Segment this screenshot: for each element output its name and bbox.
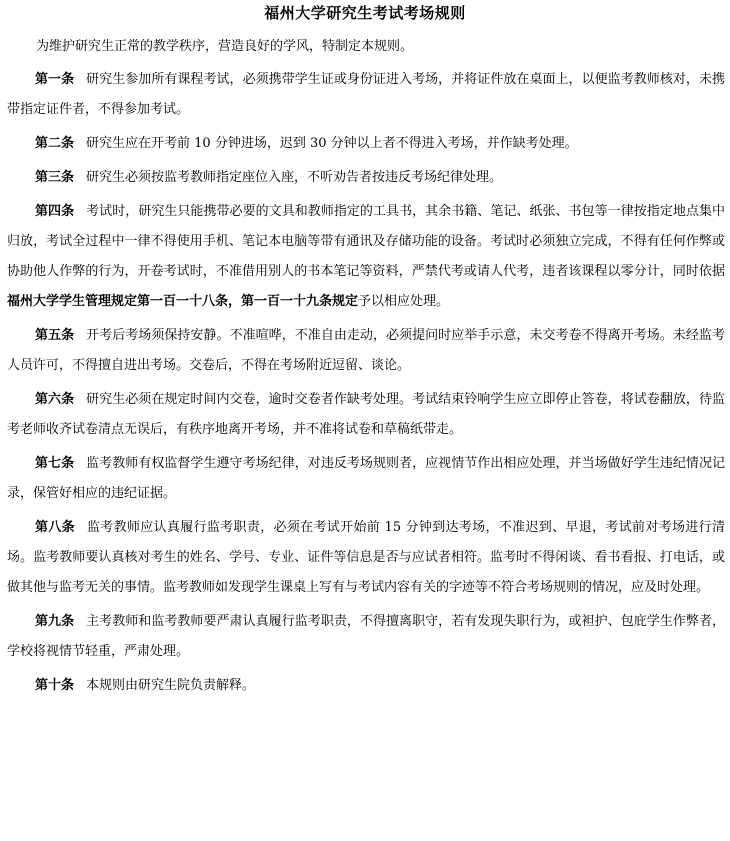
article-label: 第四条 [35,204,75,219]
article-text: 主考教师和监考教师要严肃认真履行监考职责，不得擅离职守，若有发现失职行为，或袒护、包庇学生作弊者，学校将视情节轻重，严肃处理。 [7,614,725,659]
article-label: 第一条 [35,72,75,87]
article-label: 第十条 [35,678,75,693]
article-10 [7,671,725,701]
article-7 [7,449,725,509]
article-emphasis: 福州大学学生管理规定第一百一十八条，第一百一十九条规定 [7,294,359,309]
article-label: 第八条 [35,520,75,535]
article-1 [7,65,725,125]
article-text: 研究生必须按监考教师指定座位入座，不听劝告者按违反考场纪律处理。 [86,170,503,185]
article-2 [7,129,725,159]
article-5 [7,321,725,381]
article-9 [7,607,725,667]
article-label: 第二条 [35,136,75,151]
article-label: 第九条 [35,614,75,629]
article-8 [7,513,725,603]
article-text: 研究生参加所有课程考试，必须携带学生证或身份证进入考场，并将证件放在桌面上，以便监考教师核对，未携带指定证件者，不得参加考试。 [7,72,725,117]
article-label: 第三条 [35,170,75,185]
article-text: 研究生应在开考前 10 分钟进场，迟到 30 分钟以上者不得进入考场，并作缺考处理。 [86,136,578,151]
article-text: 监考教师有权监督学生遵守考场纪律，对违反考场规则者，应视情节作出相应处理，并当场做好学生违纪情况记录，保管好相应的违纪证据。 [7,456,725,501]
article-list [7,65,725,705]
document-intro: 为维护研究生正常的教学秩序，营造良好的学风，特制定本规则。 [36,39,414,54]
document-title: 福州大学研究生考试考场规则 [264,4,466,22]
article-label: 第七条 [35,456,75,471]
article-label: 第六条 [35,392,75,407]
article-text: 监考教师应认真履行监考职责，必须在考试开始前 15 分钟到达考场，不准迟到、早退，考试前对考场进行清场。监考教师要认真核对考生的姓名、学号、专业、证件等信息是否与应试者相符。监考时不得闲谈、看书看报、打电话，或做其他与监考无关的事情。监考教师如发现学生课桌上写有与考试内容有关的字迹等不符合考场规则的情况，应及时处理。 [7,520,725,595]
article-text: 研究生必须在规定时间内交卷，逾时交卷者作缺考处理。考试结束铃响学生应立即停止答卷，将试卷翻放，待监考老师收齐试卷清点无误后，有秩序地离开考场，并不准将试卷和草稿纸带走。 [7,392,725,437]
article-6 [7,385,725,445]
article-text: 开考后考场须保持安静。不准喧哗，不准自由走动，必须提问时应举手示意，未交考卷不得离开考场。未经监考人员许可，不得擅自进出考场。交卷后，不得在考场附近逗留、谈论。 [7,328,725,373]
article-4 [7,197,725,317]
article-3 [7,163,725,193]
article-text: 考试时，研究生只能携带必要的文具和教师指定的工具书，其余书籍、笔记、纸张、书包等一律按指定地点集中归放，考试全过程中一律不得使用手机、笔记本电脑等带有通讯及存储功能的设备。考试时必须独立完成，不得有任何作弊或协助他人作弊的行为，开卷考试时，不准借用别人的书本笔记等资料，严禁代考或请人代考，违者该课程以零分计，同时依据 [7,204,725,279]
article-text-after: 予以相应处理。 [358,294,450,309]
article-text: 本规则由研究生院负责解释。 [86,678,256,693]
article-label: 第五条 [35,328,75,343]
